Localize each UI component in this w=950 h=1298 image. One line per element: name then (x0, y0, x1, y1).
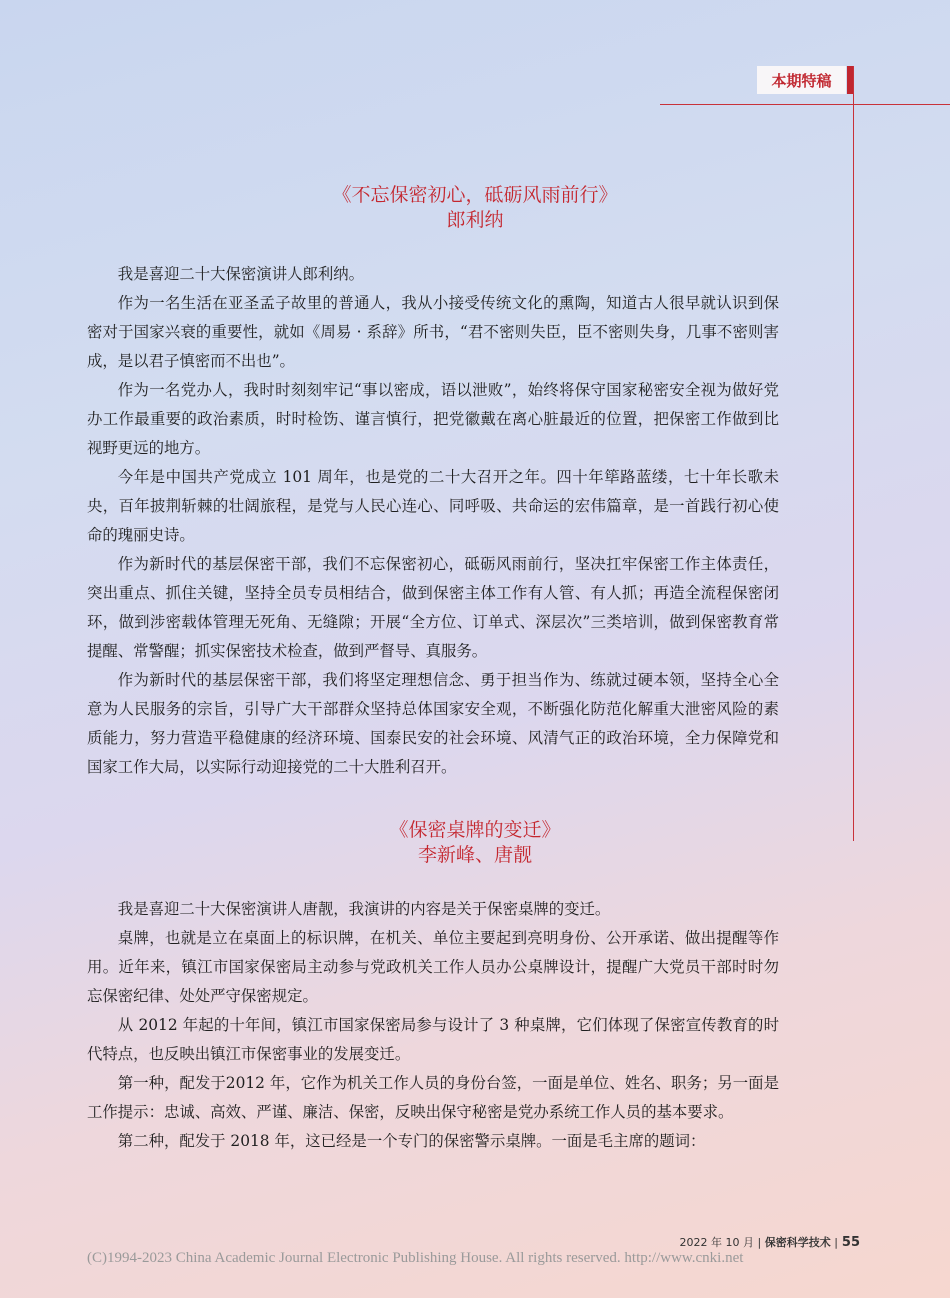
paragraph: 我是喜迎二十大保密演讲人唐靓，我演讲的内容是关于保密桌牌的变迁。 (117, 900, 611, 918)
issue-date: 2022 年 10 月 (679, 1236, 754, 1249)
page-number: 55 (841, 1235, 860, 1250)
paragraph: 第二种，配发于 2018 年，这已经是一个专门的保密警示桌牌。一面是毛主席的题词： (117, 1132, 706, 1150)
paragraph: 作为新时代的基层保密干部，我们不忘保密初心，砥砺风雨前行，坚决扛牢保密工作主体责任，突出重点、抓住关键，坚持全员专员相结合，做到保密主体工作有人管、有人抓；再造全流程保密闭环，做到涉密载体管理无死角、无缝隙；开展“全方位、订单式、深层次”三类培训，做到保密教育常提醒、常警醒；抓实保密技术检查，做到严督导、真服务。 (87, 555, 779, 660)
paragraph: 桌牌，也就是立在桌面上的标识牌，在机关、单位主要起到亮明身份、公开承诺、做出提醒等作用。近年来，镇江市国家保密局主动参与党政机关工作人员办公桌牌设计，提醒广大党员干部时时勿忘保密纪律、处处严守保密规定。 (87, 929, 779, 1005)
section-tag: 本期特稿 (757, 66, 846, 94)
paragraph: 我是喜迎二十大保密演讲人郎利纳。 (117, 265, 365, 283)
frame-line-horizontal (660, 104, 950, 105)
paragraph: 作为一名党办人，我时时刻刻牢记“事以密成，语以泄败”，始终将保守国家秘密安全视为做好党办工作最重要的政治素质，时时检饬、谨言慎行，把党徽戴在离心脏最近的位置，把保密工作做到比视野更远的地方。 (87, 381, 779, 457)
journal-name: 保密科学技术 (764, 1236, 831, 1249)
article-title: 《保密桌牌的变迁》 (389, 819, 561, 841)
article-author: 李新峰、唐靓 (417, 844, 532, 866)
paragraph: 作为一名生活在亚圣孟子故里的普通人，我从小接受传统文化的熏陶，知道古人很早就认识到保密对于国家兴衰的重要性，就如《周易 · 系辞》所书，“君不密则失臣，臣不密则失身，几事不密则害成，是以君子慎密而不出也”。 (87, 294, 779, 370)
paragraph: 今年是中国共产党成立 101 周年，也是党的二十大召开之年。四十年筚路蓝缕，七十年长歌未央，百年披荆斩棘的壮阔旅程，是党与人民心连心、同呼吸、共命运的宏伟篇章，是一首践行初心使命的瑰丽史诗。 (87, 468, 779, 544)
paragraph: 作为新时代的基层保密干部，我们将坚定理想信念、勇于担当作为、练就过硬本领，坚持全心全意为人民服务的宗旨，引导广大干部群众坚持总体国家安全观，不断强化防范化解重大泄密风险的素质能力，努力营造平稳健康的经济环境、国泰民安的社会环境、风清气正的政治环境，全力保障党和国家工作大局，以实际行动迎接党的二十大胜利召开。 (87, 671, 779, 776)
article-body-1 (87, 260, 779, 782)
article-body-2 (87, 895, 779, 1156)
page-footer: 2022 年 10 月 | 保密科学技术 | 55 (679, 1235, 860, 1250)
article-author: 郎利纳 (446, 209, 504, 231)
paragraph: 从 2012 年起的十年间，镇江市国家保密局参与设计了 3 种桌牌，它们体现了保密宣传教育的时代特点，也反映出镇江市保密事业的发展变迁。 (87, 1016, 779, 1063)
article-title: 《不忘保密初心，砥砺风雨前行》 (332, 184, 618, 206)
article-heading-1 (0, 183, 950, 233)
paragraph: 第一种，配发于2012 年，它作为机关工作人员的身份台签，一面是单位、姓名、职务；另一面是工作提示：忠诚、高效、严谨、廉洁、保密，反映出保守秘密是党办系统工作人员的基本要求。 (87, 1074, 779, 1121)
copyright-watermark: (C)1994-2023 China Academic Journal Electronic Publishing House. All rights reserved. http://www.cnki.net (87, 1250, 744, 1266)
article-heading-2 (0, 818, 950, 868)
